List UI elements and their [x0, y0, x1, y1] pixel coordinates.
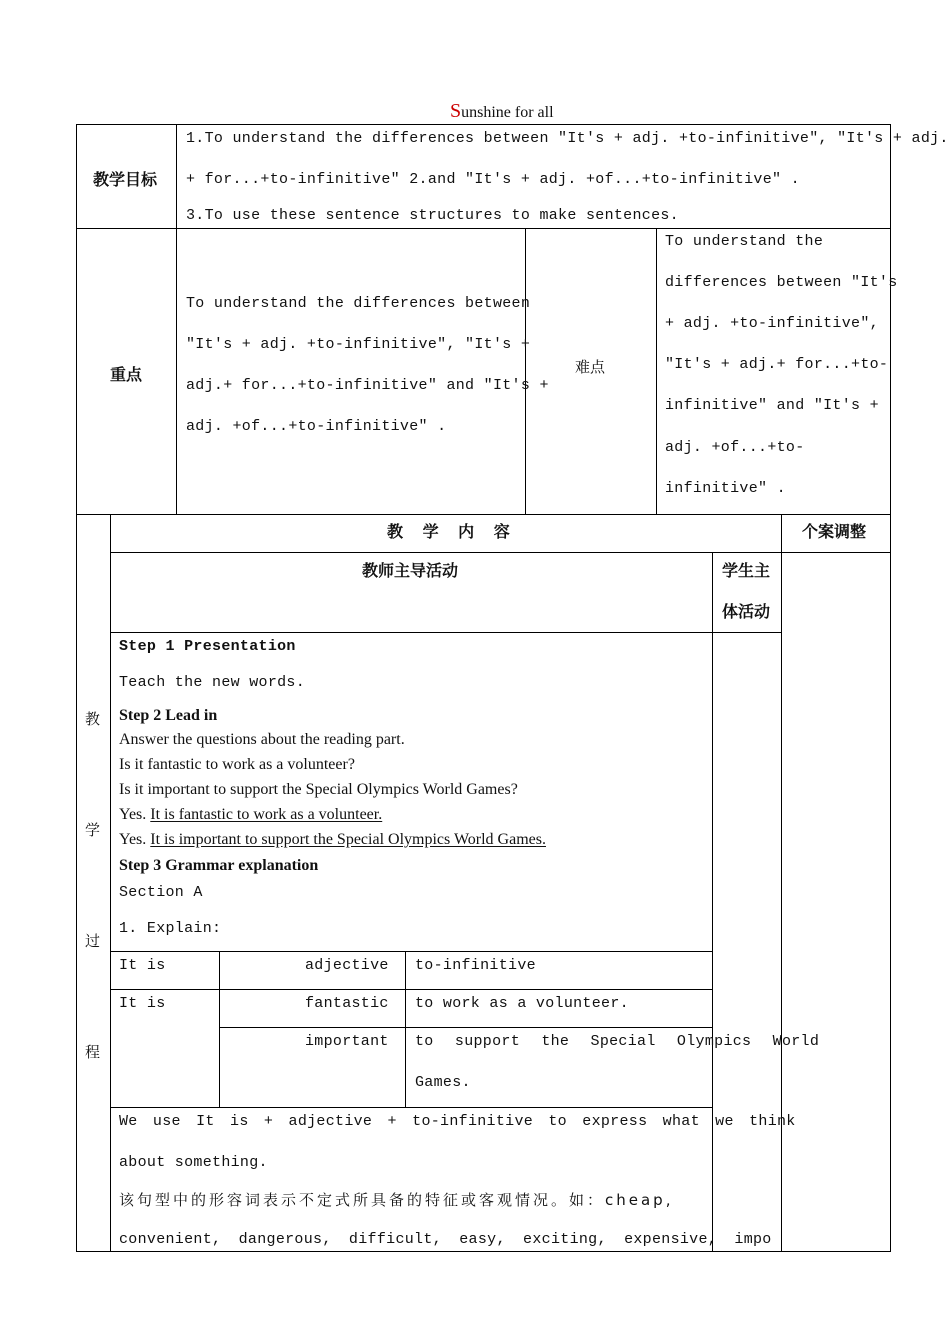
student-activity-header-2: 体活动 [722, 602, 771, 621]
answer-1 [119, 806, 382, 824]
difficulties-line-5: infinitive" and "It's + [665, 397, 879, 414]
process-label-1: 教 [85, 710, 101, 728]
explain-label: 1. Explain: [119, 920, 222, 937]
key-points-line-3: adj.+ for...+to-infinitive" and "It's + [186, 377, 549, 394]
step2-title: Step 2 Lead in [119, 707, 218, 724]
table-row2-adjective: important [305, 1033, 389, 1050]
title-initial: S [450, 100, 462, 122]
usage-line-2: about something. [119, 1154, 268, 1171]
step1-text: Teach the new words. [119, 674, 306, 691]
difficulties-line-6: adj. +of...+to- [665, 439, 805, 456]
step2-line-2: Is it fantastic to work as a volunteer? [119, 756, 355, 773]
difficulties-line-7: infinitive" . [665, 480, 786, 497]
objectives-line-3: 3.To use these sentence structures to make sentences. [186, 207, 679, 224]
objectives-line-2: + for...+to-infinitive" 2.and "It's + adj. +of...+to-infinitive" . [186, 171, 800, 188]
table-header-adjective: adjective [305, 957, 389, 974]
difficulties-line-3: + adj. +to-infinitive", [665, 315, 879, 332]
answer-1-prefix: Yes. [119, 806, 151, 823]
objectives-label: 教学目标 [93, 170, 158, 189]
difficulties-line-4: "It's + adj.+ for...+to- [665, 356, 889, 373]
answer-2-prefix: Yes. [119, 831, 151, 848]
difficulties-line-1: To understand the [665, 233, 824, 250]
content-header: 教 学 内 容 [387, 522, 510, 541]
table-row1-adjective: fantastic [305, 995, 389, 1012]
title-rest: unshine for all [461, 104, 554, 121]
answer-2 [119, 831, 546, 849]
key-points-line-1: To understand the differences between [186, 295, 531, 312]
student-activity-header-1: 学生主 [722, 561, 771, 580]
table-header-to-infinitive: to-infinitive [415, 957, 536, 974]
page-title [450, 100, 554, 123]
table-row2-infinitive-cont: Games. [415, 1074, 471, 1091]
difficulties-label: 难点 [575, 358, 606, 376]
usage-line-1: We use It is + adjective + to-infinitive to express what we think [119, 1113, 796, 1130]
step2-line-1: Answer the questions about the reading part. [119, 731, 405, 748]
section-a: Section A [119, 884, 203, 901]
step1-title: Step 1 Presentation [119, 638, 296, 655]
usage-adjective-list: convenient, dangerous, difficult, easy, exciting, expensive, impo [119, 1231, 772, 1248]
key-points-line-2: "It's + adj. +to-infinitive", "It's + [186, 336, 531, 353]
key-points-line-4: adj. +of...+to-infinitive" . [186, 418, 447, 435]
process-label-2: 学 [85, 821, 101, 839]
adjust-header: 个案调整 [802, 522, 867, 541]
usage-chinese-line: 该句型中的形容词表示不定式所具备的特征或客观情况。如：cheap, [119, 1191, 674, 1209]
objectives-line-1: 1.To understand the differences between "It's + adj. +to-infinitive", "It's + adj. [186, 130, 949, 147]
answer-1-sentence: It is fantastic to work as a volunteer. [150, 806, 383, 823]
answer-2-sentence: It is important to support the Special Olympics World Games. [150, 831, 546, 848]
teacher-activity-header: 教师主导活动 [362, 561, 459, 580]
table-header-it-is: It is [119, 957, 166, 974]
step3-title: Step 3 Grammar explanation [119, 857, 319, 874]
table-row1-infinitive: to work as a volunteer. [415, 995, 629, 1012]
key-points-label: 重点 [110, 365, 143, 384]
process-label-3: 过 [85, 932, 101, 950]
step2-line-3: Is it important to support the Special Olympics World Games? [119, 781, 518, 798]
table-row2-infinitive: to support the Special Olympics World [415, 1033, 820, 1050]
difficulties-line-2: differences between "It's [665, 274, 898, 291]
process-label-4: 程 [85, 1043, 101, 1061]
table-row-it-is: It is [119, 995, 166, 1012]
